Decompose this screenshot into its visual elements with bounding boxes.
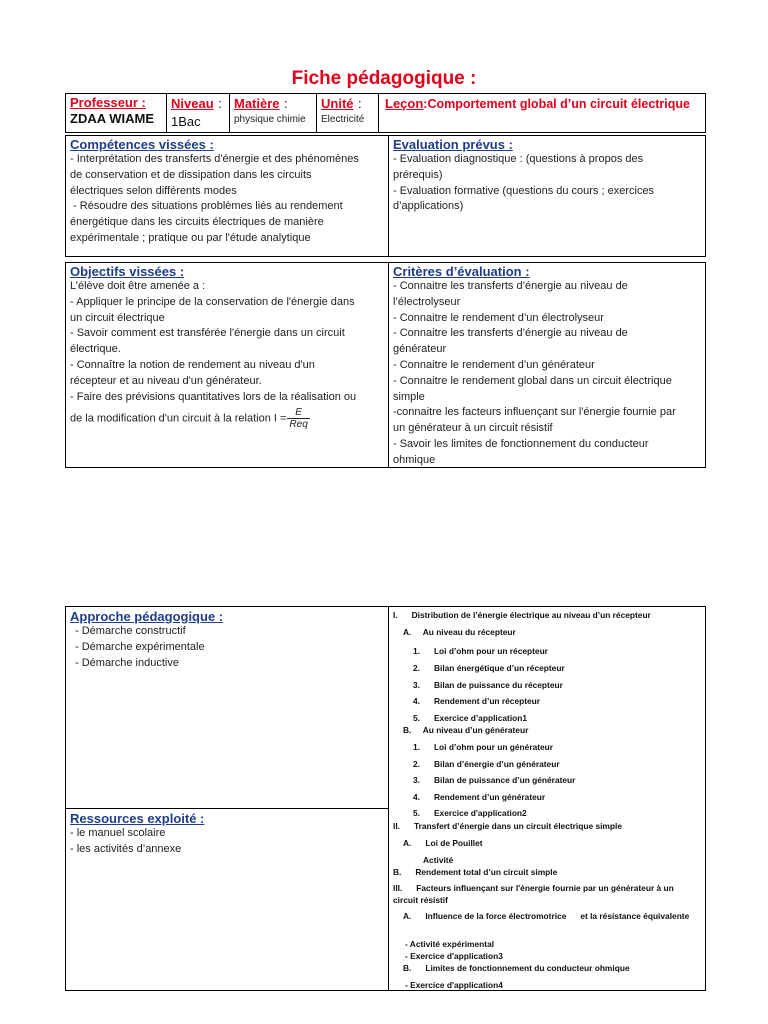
evaluation-line: - Evaluation diagnostique : (questions à propos des [393, 153, 644, 165]
evaluation-line: - Evaluation formative (questions du cours ; exercices [393, 184, 655, 197]
plan-item: 2. Bilan d’énergie d’un générateur [413, 759, 560, 769]
approche-section [70, 609, 386, 671]
competences-heading: Compétences vissées : [70, 137, 214, 152]
unite-cell [317, 94, 379, 132]
approche-heading: Approche pédagogique : [70, 609, 224, 624]
lecon-label: Leçon [385, 96, 424, 111]
plan-item: - Exercice d'application4 [405, 980, 503, 990]
criteres-line: simple [393, 390, 425, 403]
lesson-plan [389, 607, 706, 990]
plan-item: Activité [423, 855, 454, 865]
objectifs-section [70, 264, 388, 430]
unite-label: Unité [321, 96, 354, 111]
objectifs-line: - Savoir comment est transférée l'énergie dans un circuit [70, 327, 345, 340]
competences-line: de conservation et de dissipation dans les circuits [70, 168, 312, 181]
competences-list [70, 152, 388, 247]
plan-item: II. Transfert d’énergie dans un circuit électrique simple [393, 821, 622, 831]
matiere-label: Matière [234, 96, 280, 111]
matiere-value: physique chimie [234, 114, 306, 125]
competences-line: - Interprétation des transferts d'énergie et des phénomènes [70, 153, 359, 165]
competences-line: expérimentale ; pratique ou par l'étude analytique [70, 231, 311, 244]
criteres-line: - Connaitre le rendement d’un générateur [393, 358, 595, 371]
plan-item: 3. Bilan de puissance d’un générateur [413, 775, 576, 785]
professeur-value: ZDAA WIAME [70, 111, 155, 126]
plan-item: 3. Bilan de puissance du récepteur [413, 680, 563, 690]
objectifs-line: électrique. [70, 343, 121, 356]
criteres-line: - Connaitre le rendement global dans un circuit électrique [393, 374, 672, 387]
formula-denominator: Req [289, 419, 308, 431]
ressources-heading: Ressources exploité : [70, 811, 205, 826]
professeur-cell [66, 94, 167, 132]
unite-value: Electricité [321, 114, 365, 125]
criteres-line: - Savoir les limites de fonctionnement du conducteur [393, 437, 649, 450]
ressources-item: - le manuel scolaire [70, 827, 166, 839]
criteres-line: l’électrolyseur [393, 295, 461, 308]
plan-item: 2. Bilan énergétique d’un récepteur [413, 663, 565, 673]
plan-item: B. Au niveau d’un générateur [403, 725, 529, 735]
professeur-label: Professeur : [70, 95, 146, 110]
plan-item: B. Rendement total d’un circuit simple [393, 867, 558, 877]
criteres-line: - Connaitre les transferts d’énergie au niveau de [393, 327, 628, 340]
niveau-value: 1Bac [171, 114, 201, 129]
criteres-line: - Connaitre le rendement d’un électrolyseur [393, 311, 604, 324]
plan-item: 4. Rendement d’un générateur [413, 792, 546, 802]
formula-numerator: E [287, 407, 309, 419]
evaluation-heading: Evaluation prévus : [393, 137, 513, 152]
plan-item: A. Loi de Pouillet [403, 838, 483, 848]
page-title: Fiche pédagogique : [291, 68, 477, 89]
current-formula [287, 407, 309, 430]
ressources-section [70, 811, 386, 858]
criteres-line: -connaitre les facteurs influençant sur l'énergie fournie par [393, 406, 676, 419]
header-table [65, 93, 706, 133]
lecon-value: :Comportement global d’un circuit électrique [423, 97, 690, 111]
matiere-colon: : [283, 96, 288, 111]
competences-section [70, 137, 388, 247]
objectifs-line: - Appliquer le principe de la conservation de l'énergie dans [70, 295, 355, 308]
niveau-label: Niveau [171, 96, 214, 111]
column-divider [388, 263, 389, 467]
plan-item: 5. Exercice d'application2 [413, 808, 527, 818]
lecon-cell [379, 94, 707, 132]
ressources-list [70, 826, 386, 858]
criteres-section [393, 264, 705, 469]
left-row-divider [66, 808, 388, 809]
objectifs-heading: Objectifs vissées : [70, 264, 185, 279]
evaluation-list [393, 152, 703, 215]
unite-colon: : [357, 96, 362, 111]
objectifs-criteres-table [65, 262, 706, 468]
evaluation-line: d’applications) [393, 200, 464, 213]
criteres-line: un générateur à un circuit résistif [393, 422, 553, 435]
niveau-cell [167, 94, 230, 132]
plan-item: 1. Loi d’ohm pour un récepteur [413, 646, 548, 656]
criteres-list [393, 279, 705, 469]
plan-item: 4. Rendement d’un récepteur [413, 696, 541, 706]
approche-plan-table [65, 606, 706, 991]
plan-item: circuit résistif [393, 895, 448, 905]
criteres-line: - Connaitre les transferts d’énergie au niveau de [393, 280, 628, 292]
competences-line: électriques selon différents modes [70, 184, 237, 197]
evaluation-section [393, 137, 703, 215]
plan-item: I. Distribution de l’énergie électrique au niveau d’un récepteur [393, 610, 651, 620]
plan-item: A. Influence de la force électromotrice et la résistance équivalente [403, 911, 690, 921]
ressources-item: - les activités d’annexe [70, 842, 182, 855]
approche-item: - Démarche inductive [75, 656, 179, 669]
objectifs-formula-line [70, 407, 388, 430]
plan-item: 1. Loi d’ohm pour un générateur [413, 742, 554, 752]
column-divider [388, 136, 389, 256]
plan-item: B. Limites de fonctionnement du conducteur ohmique [403, 963, 630, 973]
competences-line: énergétique dans les circuits électriques de manière [70, 216, 324, 229]
matiere-cell [230, 94, 317, 132]
plan-item: - Exercice d'application3 [405, 951, 503, 961]
niveau-colon: : [218, 96, 222, 111]
objectifs-line: L’élève doit être amenée a : [70, 280, 206, 292]
objectifs-formula-text: de la modification d'un circuit à la relation I = [70, 412, 287, 425]
competences-line: - Résoudre des situations problèmes liés au rendement [70, 200, 343, 213]
plan-item: III. Facteurs influençant sur l'énergie fournie par un générateur à un [393, 883, 674, 893]
competences-evaluation-table [65, 135, 706, 257]
plan-item: A. Au niveau du récepteur [403, 627, 516, 637]
approche-item: - Démarche expérimentale [75, 640, 205, 653]
objectifs-line: - Connaître la notion de rendement au niveau d'un [70, 358, 315, 371]
objectifs-line: un circuit électrique [70, 311, 165, 324]
approche-item: - Démarche constructif [75, 625, 186, 637]
approche-list [75, 624, 386, 671]
evaluation-line: prérequis) [393, 168, 443, 181]
criteres-line: ohmique [393, 453, 436, 466]
criteres-line: générateur [393, 343, 447, 356]
plan-item: 5. Exercice d’application1 [413, 713, 528, 723]
criteres-heading: Critères d’évaluation : [393, 264, 530, 279]
plan-item: - Activité expérimental [405, 939, 495, 949]
objectifs-list [70, 279, 388, 430]
objectifs-line: - Faire des prévisions quantitatives lors de la réalisation ou [70, 390, 357, 403]
objectifs-line: récepteur et au niveau d'un générateur. [70, 374, 262, 387]
